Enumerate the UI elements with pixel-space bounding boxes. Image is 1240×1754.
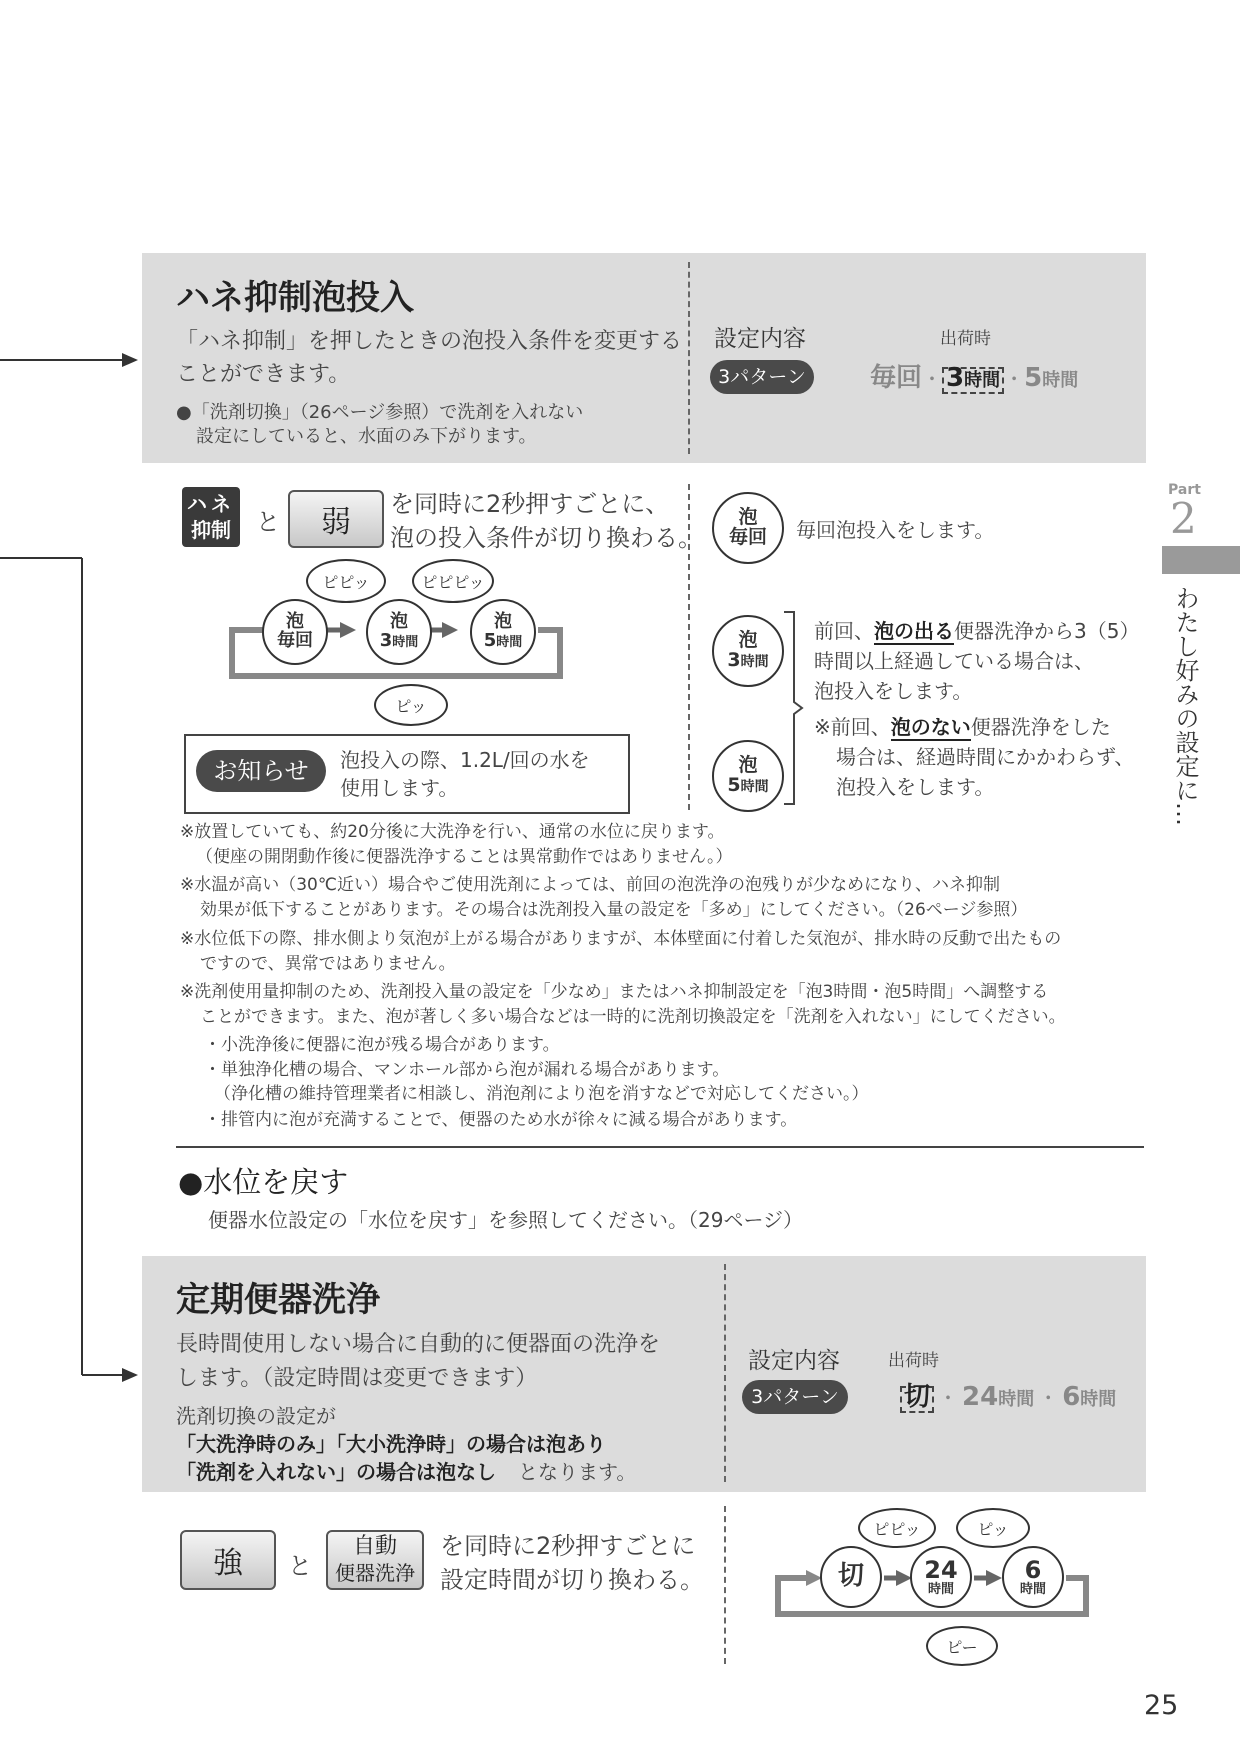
right-5h-text-1 [814,712,1111,742]
emphasis-no-foam: 泡のない [890,715,971,739]
weak-button-label: 弱 [321,505,351,540]
right-3h-text-3: 泡投入をします。 [814,679,973,703]
beep-bubble-1: ピピッ [306,559,386,603]
circle-top: 泡 [390,611,408,633]
section1-panel-divider [688,262,690,454]
hane-yokusei-button[interactable] [182,487,240,547]
option-separator: ・ [1038,1386,1059,1410]
beep-bubble-6: ピー [926,1626,998,1666]
right-5h-text-2: 場合は、経過時間にかかわらず、 [836,745,1135,769]
text-part: 「洗剤を入れない」の場合は泡なし [176,1460,496,1484]
section2-desc-3: 洗剤切換の設定が [176,1404,336,1428]
section2-settings-label: 設定内容 [748,1348,840,1374]
circle-unit: 時間 [740,654,769,670]
circle-bottom: 毎回 [728,526,767,548]
note-5: ※水位低下の際、排水側より気泡が上がる場合がありますが、本体壁面に付着した気泡が、排水時の反動で出たもの [180,929,1062,949]
note-8: ことができます。また、泡が著しく多い場合などは一時的に洗剤切換設定を「洗剤を入れない」にしてください。 [200,1007,1066,1027]
circle-bottom: 毎回 [277,630,313,651]
notice-badge: お知らせ [196,750,326,792]
option-6h-unit: 時間 [1080,1389,1117,1410]
right-5h-text-3: 泡投入をします。 [836,775,995,799]
flow-foam-3h-circle [366,599,432,665]
option-24h-unit: 時間 [998,1389,1035,1410]
part-label: Part [1168,482,1201,498]
section1-instr-1: を同時に2秒押すごとに、 [390,490,670,518]
beep-bubble-3: ピッ [374,684,448,726]
text-part: 便器洗浄をした [970,715,1111,739]
and-text: と [256,508,280,536]
circle-num: 3 [727,649,741,671]
hane-button-line1: ハネ [187,492,235,516]
note-1: ※放置していても、約20分後に大洗浄を行い、通常の水位に戻ります。 [180,822,725,842]
option-separator: ・ [1004,367,1025,391]
section1-note-1: ●「洗剤切換」（26ページ参照）で洗剤を入れない [176,402,584,423]
part-number: 2 [1170,494,1197,543]
option-3h-unit: 時間 [964,370,1001,391]
section1-desc-1: 「ハネ抑制」を押したときの泡投入条件を変更する [176,329,683,354]
auto-button-line2: 便器洗浄 [335,1561,415,1585]
option-24h-num: 24 [962,1382,999,1412]
flow-foam-every-circle [262,599,328,665]
circle-top: 泡 [494,611,512,633]
circle-top: 泡 [286,611,304,633]
auto-toilet-wash-button[interactable] [326,1530,424,1590]
text-part: 便器洗浄から3（5） [954,619,1140,643]
flow-6h-circle [1002,1546,1064,1608]
section2-ops-divider [724,1506,726,1664]
circle-unit: 時間 [392,635,419,650]
section1-settings-label: 設定内容 [714,326,806,352]
right-3h-text-2: 時間以上経過している場合は、 [814,649,1094,673]
beep-bubble-4: ピピッ [858,1508,936,1548]
beep-bubble-2: ピピピッ [412,559,494,603]
flow-24h-circle [910,1546,972,1608]
section1-pattern-badge: 3パターン [710,360,814,394]
circle-num: 3 [379,630,393,651]
section2-options [900,1376,1116,1413]
note-12: ・排管内に泡が充満することで、便器のため水が徐々に減る場合があります。 [204,1110,798,1130]
section2-title: 定期便器洗浄 [176,1280,380,1320]
emphasis-foam-out: 泡の出る [874,619,954,643]
note-3: ※水温が高い（30℃近い）場合やご使用洗剤によっては、前回の泡洗浄の泡残りが少なめになり、ハネ抑制 [180,875,1000,895]
section2-factory-label: 出荷時 [888,1351,939,1371]
flow-off-circle [820,1546,882,1608]
text-part: となります。 [518,1460,637,1484]
option-6h-num: 6 [1062,1382,1081,1412]
section1-desc-2: ことができます。 [176,362,351,387]
circle-num: 5 [727,774,741,796]
circle-unit: 時間 [496,635,523,650]
auto-button-line1: 自動 [352,1534,397,1559]
section1-factory-label: 出荷時 [940,329,991,349]
page-number: 25 [1144,1690,1179,1721]
circle-top: 泡 [738,754,758,777]
section1-options [870,357,1078,394]
strong-button-label: 強 [213,1546,243,1581]
circle-num: 24 [924,1555,958,1584]
section2-panel-divider [724,1264,726,1482]
note-7: ※洗剤使用量抑制のため、洗剤投入量の設定を「少なめ」またはハネ抑制設定を「泡3時間・泡5時間」へ調整する [180,982,1049,1002]
notice-text-2: 使用します。 [340,776,459,800]
option-off: 切 [904,1382,931,1412]
circle-unit: 時間 [1019,1581,1046,1597]
water-level-title: ●水位を戻す [178,1165,349,1199]
section2-desc-1: 長時間使用しない場合に自動的に便器面の洗浄を [176,1332,661,1357]
vertical-chapter-title: わたし好みの設定に… [1171,586,1199,826]
circle-unit: 時間 [740,779,769,795]
weak-button[interactable] [288,490,384,548]
section2-desc-5 [176,1456,636,1485]
notes-divider [176,1146,1144,1148]
right-every-text: 毎回泡投入をします。 [796,518,995,542]
right-bracket [782,610,806,806]
option-every-time: 毎回 [870,363,923,393]
option-3h-factory [942,363,1004,394]
option-5h-num: 5 [1024,363,1043,393]
left-flow-arrows [0,340,150,1400]
strong-button[interactable] [180,1530,276,1590]
beep-bubble-5: ピッ [956,1508,1030,1548]
hane-button-line2: 抑制 [191,518,231,542]
circle-num: 5 [483,630,497,651]
right-3h-text-1 [814,616,1139,646]
text-part: ※前回、 [814,715,891,739]
section2-desc-2: します。（設定時間は変更できます） [176,1366,538,1391]
circle-top: 泡 [738,629,758,652]
circle-label: 切 [837,1561,864,1592]
note-4: 効果が低下することがあります。その場合は洗剤投入量の設定を「多め」にしてください。（26ページ参照） [200,900,1028,920]
right-foam-every-circle [712,492,784,564]
circle-top: 泡 [738,506,758,529]
part-tab-bar [1162,546,1240,574]
section1-note-2: 設定にしていると、水面のみ下がります。 [196,426,537,447]
section1-title: ハネ抑制泡投入 [176,278,414,318]
notice-text-1: 泡投入の際、1.2L/回の水を [340,748,590,772]
circle-num: 6 [1024,1555,1042,1584]
section2-instr-2: 設定時間が切り換わる。 [440,1566,704,1594]
water-level-text: 便器水位設定の「水位を戻す」を参照してください。（29ページ） [208,1208,804,1232]
right-foam-3h-circle [712,615,784,687]
note-10: ・単独浄化槽の場合、マンホール部から泡が漏れる場合があります。 [204,1060,730,1080]
note-6: ですので、異常ではありません。 [200,954,456,974]
option-separator: ・ [938,1386,959,1410]
option-off-factory [900,1382,934,1413]
option-5h-unit: 時間 [1042,370,1079,391]
and-text: と [288,1552,312,1580]
section2-pattern-badge: 3パターン [742,1380,848,1414]
circle-unit: 時間 [927,1581,954,1597]
note-9: ・小洗浄後に便器に泡が残る場合があります。 [204,1035,560,1055]
flow-foam-5h-circle [470,599,536,665]
text-part: 前回、 [814,619,874,643]
section1-instr-2: 泡の投入条件が切り換わる。 [390,524,702,552]
option-separator: ・ [922,367,943,391]
section2-instr-1: を同時に2秒押すごとに [440,1532,696,1560]
right-foam-5h-circle [712,740,784,812]
option-3h-num: 3 [946,363,965,393]
note-11: （浄化槽の維持管理業者に相談し、消泡剤により泡を消すなどで対応してください。） [214,1084,869,1104]
section2-desc-4: 「大洗浄時のみ」「大小洗浄時」の場合は泡あり [176,1432,606,1456]
note-2: （便座の開閉動作後に便器洗浄することは異常動作ではありません。） [196,847,733,867]
